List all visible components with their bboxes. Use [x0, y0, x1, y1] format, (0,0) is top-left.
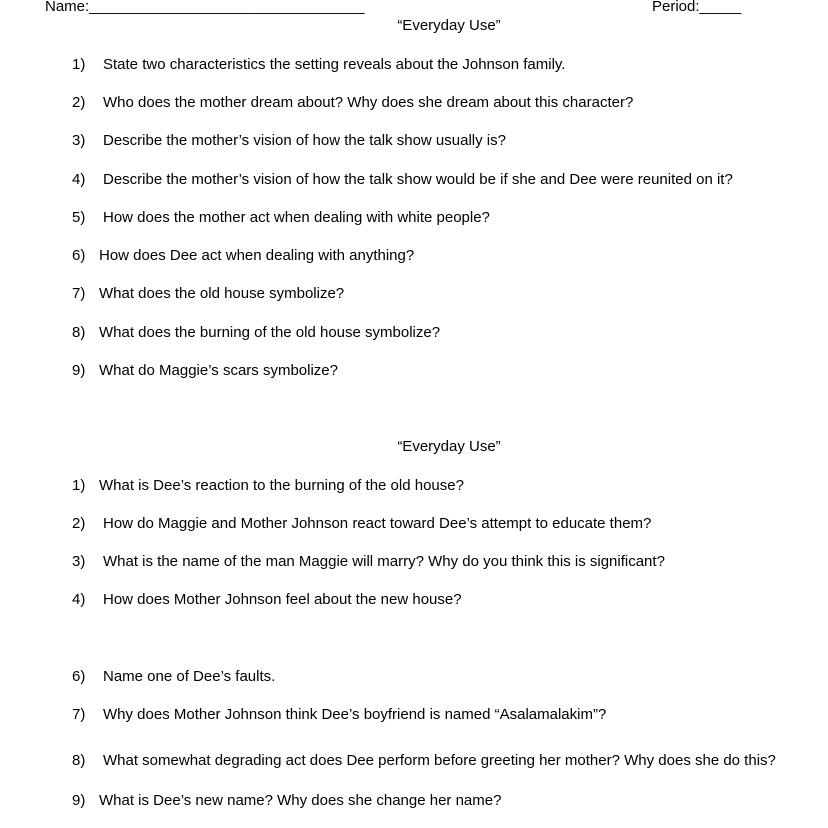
question-number: 6): [72, 247, 86, 264]
question-number: 7): [72, 285, 86, 302]
question-number: 6): [72, 668, 86, 685]
period-label: Period:: [652, 0, 700, 15]
question-text: How do Maggie and Mother Johnson react toward Dee’s attempt to educate them?: [103, 515, 652, 532]
question-text: State two characteristics the setting reveals about the Johnson family.: [103, 56, 566, 73]
question-text: Who does the mother dream about? Why does she dream about this character?: [103, 94, 634, 111]
question-text: Describe the mother’s vision of how the talk show would be if she and Dee were reunited on it?: [103, 171, 733, 188]
question-number: 2): [72, 94, 86, 111]
question-text: What does the burning of the old house symbolize?: [99, 324, 441, 341]
name-blank[interactable]: _________________________________: [89, 0, 365, 15]
question-number: 4): [72, 171, 86, 188]
question-number: 8): [72, 752, 86, 769]
question-number: 5): [72, 209, 86, 226]
question-text: How does Dee act when dealing with anything?: [99, 247, 415, 264]
period-field: [652, 0, 741, 16]
question-text: What does the old house symbolize?: [99, 285, 345, 302]
question-text: What is Dee’s new name? Why does she change her name?: [99, 792, 502, 809]
question-text: Name one of Dee’s faults.: [103, 668, 276, 685]
question-text: Why does Mother Johnson think Dee’s boyfriend is named “Asalamalakim”?: [103, 706, 607, 723]
question-number: 8): [72, 324, 86, 341]
question-number: 3): [72, 553, 86, 570]
section1-title: “Everyday Use”: [397, 17, 501, 34]
question-number: 4): [72, 591, 86, 608]
name-label: Name:: [45, 0, 90, 15]
question-number: 9): [72, 362, 86, 379]
question-text: What is the name of the man Maggie will marry? Why do you think this is significant?: [103, 553, 665, 570]
question-text: How does Mother Johnson feel about the new house?: [103, 591, 462, 608]
question-text: What do Maggie’s scars symbolize?: [99, 362, 338, 379]
question-text: What is Dee’s reaction to the burning of the old house?: [99, 477, 464, 494]
name-field: [45, 0, 364, 16]
question-number: 1): [72, 56, 86, 73]
question-text: How does the mother act when dealing with white people?: [103, 209, 490, 226]
question-number: 9): [72, 792, 86, 809]
period-blank[interactable]: _____: [699, 0, 742, 15]
question-text: Describe the mother’s vision of how the talk show usually is?: [103, 132, 506, 149]
question-number: 7): [72, 706, 86, 723]
question-text: What somewhat degrading act does Dee perform before greeting her mother? Why does she do this?: [103, 752, 776, 769]
question-number: 2): [72, 515, 86, 532]
section2-title: “Everyday Use”: [397, 438, 501, 455]
question-number: 1): [72, 477, 86, 494]
question-number: 3): [72, 132, 86, 149]
